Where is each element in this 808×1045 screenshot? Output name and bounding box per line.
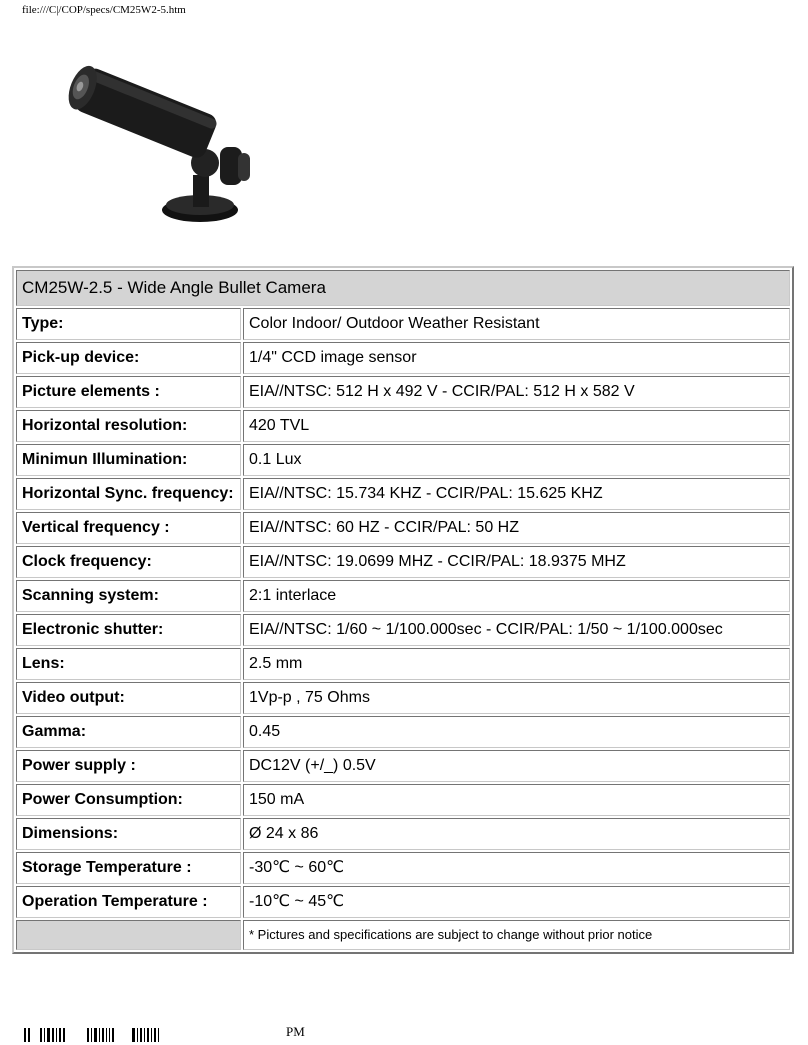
note-row: [16, 920, 790, 950]
spec-label: Dimensions:: [16, 818, 241, 850]
spec-value: -30℃ ~ 60℃: [243, 852, 790, 884]
spec-value: EIA//NTSC: 60 HZ - CCIR/PAL: 50 HZ: [243, 512, 790, 544]
spec-value: 2.5 mm: [243, 648, 790, 680]
spec-value: EIA//NTSC: 1/60 ~ 1/100.000sec - CCIR/PAL: 1/50 ~ 1/100.000sec: [243, 614, 790, 646]
spec-label: Scanning system:: [16, 580, 241, 612]
disclaimer-note: * Pictures and specifications are subject to change without prior notice: [243, 920, 790, 950]
footer-barcode: [24, 1026, 161, 1042]
spec-label: Minimun Illumination:: [16, 444, 241, 476]
spec-row: [16, 580, 790, 612]
spec-row: [16, 852, 790, 884]
spec-value: 1/4" CCD image sensor: [243, 342, 790, 374]
spec-label: Power Consumption:: [16, 784, 241, 816]
note-spacer: [16, 920, 241, 950]
spec-value: 2:1 interlace: [243, 580, 790, 612]
spec-label: Electronic shutter:: [16, 614, 241, 646]
footer-suffix: PM: [286, 1024, 305, 1039]
spec-label: Horizontal resolution:: [16, 410, 241, 442]
spec-value: EIA//NTSC: 512 H x 492 V - CCIR/PAL: 512 H x 582 V: [243, 376, 790, 408]
spec-row: [16, 546, 790, 578]
spec-row: [16, 648, 790, 680]
spec-row: [16, 478, 790, 510]
spec-value: DC12V (+/_) 0.5V: [243, 750, 790, 782]
spec-value: EIA//NTSC: 19.0699 MHZ - CCIR/PAL: 18.9375 MHZ: [243, 546, 790, 578]
spec-value: -10℃ ~ 45℃: [243, 886, 790, 918]
page-url: file:///C|/COP/specs/CM25W2-5.htm: [22, 4, 186, 16]
spec-label: Power supply :: [16, 750, 241, 782]
spec-label: Pick-up device:: [16, 342, 241, 374]
spec-row: [16, 444, 790, 476]
spec-row: [16, 308, 790, 340]
spec-value: 1Vp-p , 75 Ohms: [243, 682, 790, 714]
spec-row: [16, 716, 790, 748]
spec-value: 150 mA: [243, 784, 790, 816]
spec-row: [16, 818, 790, 850]
spec-label: Storage Temperature :: [16, 852, 241, 884]
spec-row: [16, 410, 790, 442]
spec-value: 0.45: [243, 716, 790, 748]
spec-row: [16, 750, 790, 782]
spec-value: Ø 24 x 86: [243, 818, 790, 850]
bullet-camera-icon: [55, 55, 275, 235]
spec-label: Clock frequency:: [16, 546, 241, 578]
spec-row: [16, 886, 790, 918]
spec-value: 0.1 Lux: [243, 444, 790, 476]
spec-row: [16, 376, 790, 408]
spec-label: Operation Temperature :: [16, 886, 241, 918]
spec-row: [16, 682, 790, 714]
spec-value: Color Indoor/ Outdoor Weather Resistant: [243, 308, 790, 340]
table-title-row: [16, 270, 790, 306]
spec-value: EIA//NTSC: 15.734 KHZ - CCIR/PAL: 15.625 KHZ: [243, 478, 790, 510]
product-title: CM25W-2.5 - Wide Angle Bullet Camera: [16, 270, 790, 306]
spec-label: Lens:: [16, 648, 241, 680]
spec-label: Video output:: [16, 682, 241, 714]
spec-label: Picture elements :: [16, 376, 241, 408]
spec-label: Vertical frequency :: [16, 512, 241, 544]
spec-label: Gamma:: [16, 716, 241, 748]
spec-label: Type:: [16, 308, 241, 340]
spec-row: [16, 512, 790, 544]
spec-row: [16, 342, 790, 374]
spec-value: 420 TVL: [243, 410, 790, 442]
spec-table: [12, 266, 794, 954]
spec-row: [16, 614, 790, 646]
spec-row: [16, 784, 790, 816]
spec-label: Horizontal Sync. frequency:: [16, 478, 241, 510]
